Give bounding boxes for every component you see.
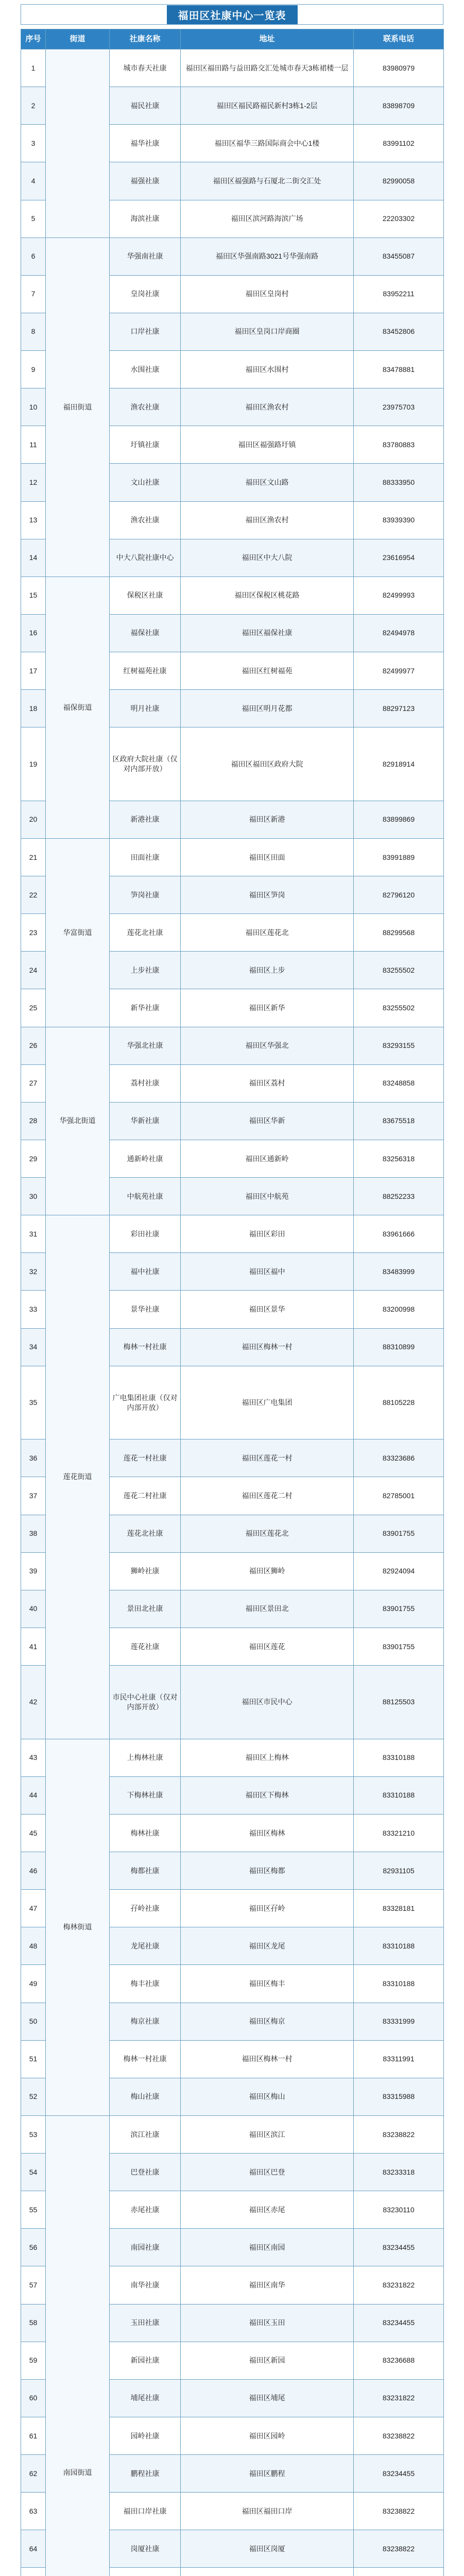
row-address: 福田区福强路与石厦北二街交汇处 <box>181 162 354 200</box>
table-row <box>21 1027 444 1064</box>
header-phone: 联系电话 <box>354 29 444 49</box>
row-index: 29 <box>21 1140 46 1177</box>
row-clinic-name: 城市春天社康 <box>110 49 181 87</box>
row-address: 福田区梅都 <box>181 1852 354 1890</box>
row-clinic-name: 莲花一村社康 <box>110 1439 181 1477</box>
row-clinic-name: 龙尾社康 <box>110 1927 181 1965</box>
row-phone: 82494978 <box>354 614 444 652</box>
row-index: 12 <box>21 464 46 501</box>
row-index: 9 <box>21 351 46 388</box>
row-clinic-name: 福保社康 <box>110 614 181 652</box>
row-clinic-name: 岗厦社康 <box>110 2530 181 2568</box>
row-index: 28 <box>21 1102 46 1140</box>
row-index: 48 <box>21 1927 46 1965</box>
title-banner <box>21 4 443 25</box>
row-address: 福田区皇岗村 <box>181 275 354 313</box>
row-index: 1 <box>21 49 46 87</box>
row-address: 福田区皇岗口岸商圈 <box>181 313 354 350</box>
row-address: 福田区福民路福民新村3栋1-2层 <box>181 87 354 125</box>
row-phone: 83255502 <box>354 989 444 1027</box>
row-address: 福田区梅山 <box>181 2078 354 2115</box>
table-row <box>21 577 444 614</box>
table-row <box>21 49 444 87</box>
row-index: 22 <box>21 876 46 914</box>
row-index: 26 <box>21 1027 46 1064</box>
row-index: 19 <box>21 727 46 801</box>
header-address: 地址 <box>181 29 354 49</box>
row-address: 福田区文山路 <box>181 464 354 501</box>
row-phone: 83238822 <box>354 2417 444 2454</box>
row-index: 17 <box>21 652 46 690</box>
row-clinic-name: 圩镇社康 <box>110 426 181 464</box>
row-clinic-name: 福强社康 <box>110 162 181 200</box>
row-clinic-name: 梅林一村社康 <box>110 1328 181 1366</box>
row-index: 14 <box>21 539 46 577</box>
row-index: 55 <box>21 2191 46 2229</box>
row-address: 福田区新园 <box>181 2342 354 2379</box>
row-index: 4 <box>21 162 46 200</box>
row-clinic-name: 彩田社康 <box>110 1215 181 1253</box>
row-clinic-name: 红树福苑社康 <box>110 652 181 690</box>
row-index: 37 <box>21 1477 46 1515</box>
row-phone: 83310188 <box>354 1965 444 2003</box>
row-phone: 83310188 <box>354 1927 444 1965</box>
row-index: 59 <box>21 2342 46 2379</box>
row-clinic-name <box>110 2568 181 2576</box>
row-clinic-name: 梅林一村社康 <box>110 2040 181 2078</box>
row-clinic-name: 上步社康 <box>110 952 181 989</box>
row-address: 福田区福田路与益田路交汇处城市春天3栋裙楼一层 <box>181 49 354 87</box>
row-index: 54 <box>21 2154 46 2191</box>
row-address: 福田区孖岭 <box>181 1890 354 1927</box>
row-address: 福田区上梅林 <box>181 1739 354 1776</box>
row-clinic-name: 上梅林社康 <box>110 1739 181 1776</box>
row-index: 30 <box>21 1178 46 1215</box>
row-index: 43 <box>21 1739 46 1776</box>
row-address: 福田区华强北 <box>181 1027 354 1064</box>
row-address: 福田区滨江 <box>181 2115 354 2153</box>
row-street: 华强北街道 <box>46 1027 110 1215</box>
row-clinic-name: 保税区社康 <box>110 577 181 614</box>
row-address: 福田区福保社康 <box>181 614 354 652</box>
row-clinic-name: 南华社康 <box>110 2266 181 2304</box>
row-address: 福田区福田区政府大院 <box>181 727 354 801</box>
row-phone: 83952211 <box>354 275 444 313</box>
row-phone: 83310188 <box>354 1739 444 1776</box>
row-phone: 83901755 <box>354 1590 444 1628</box>
row-street: 福田街道 <box>46 238 110 577</box>
row-phone: 83233318 <box>354 2154 444 2191</box>
row-phone: 83980979 <box>354 49 444 87</box>
row-index: 38 <box>21 1515 46 1552</box>
row-clinic-name: 梅京社康 <box>110 2003 181 2040</box>
row-clinic-name: 笋岗社康 <box>110 876 181 914</box>
row-clinic-name: 华新社康 <box>110 1102 181 1140</box>
row-phone: 83231822 <box>354 2266 444 2304</box>
row-phone: 82931105 <box>354 1852 444 1890</box>
row-clinic-name: 莲花社康 <box>110 1628 181 1665</box>
row-phone: 83200998 <box>354 1291 444 1328</box>
row-clinic-name: 孖岭社康 <box>110 1890 181 1927</box>
row-index: 58 <box>21 2304 46 2342</box>
row-phone: 83321210 <box>354 1814 444 1852</box>
row-phone: 83780883 <box>354 426 444 464</box>
row-index: 42 <box>21 1666 46 1739</box>
row-index: 5 <box>21 200 46 238</box>
row-phone: 83236688 <box>354 2342 444 2379</box>
row-index: 56 <box>21 2229 46 2266</box>
row-index: 33 <box>21 1291 46 1328</box>
row-index: 23 <box>21 914 46 952</box>
row-clinic-name: 水围社康 <box>110 351 181 388</box>
clinic-table <box>21 29 444 2576</box>
row-phone: 82990058 <box>354 162 444 200</box>
row-index: 49 <box>21 1965 46 2003</box>
row-address: 福田区中航苑 <box>181 1178 354 1215</box>
row-phone: 83238822 <box>354 2115 444 2153</box>
table-row <box>21 838 444 876</box>
row-phone: 83238822 <box>354 2530 444 2568</box>
row-index: 47 <box>21 1890 46 1927</box>
row-clinic-name: 田面社康 <box>110 838 181 876</box>
row-street: 福保街道 <box>46 577 110 838</box>
row-phone: 83455087 <box>354 238 444 275</box>
row-phone: 22203302 <box>354 200 444 238</box>
row-phone: 83231822 <box>354 2379 444 2417</box>
table-row <box>21 2115 444 2153</box>
row-index: 16 <box>21 614 46 652</box>
row-index: 27 <box>21 1064 46 1102</box>
row-phone: 83901755 <box>354 1515 444 1552</box>
row-index: 2 <box>21 87 46 125</box>
row-address: 福田区巴登 <box>181 2154 354 2191</box>
row-street: 南园街道 <box>46 2115 110 2576</box>
row-address: 福田区新港 <box>181 801 354 838</box>
table-row <box>21 238 444 275</box>
row-index: 40 <box>21 1590 46 1628</box>
row-address: 福田区岗厦 <box>181 2530 354 2568</box>
row-address: 福田区梅林一村 <box>181 1328 354 1366</box>
row-address: 福田区明月花都 <box>181 690 354 727</box>
row-index: 44 <box>21 1776 46 1814</box>
row-index: 8 <box>21 313 46 350</box>
row-phone: 82924094 <box>354 1552 444 1590</box>
row-clinic-name: 口岸社康 <box>110 313 181 350</box>
row-phone: 88310899 <box>354 1328 444 1366</box>
row-address: 福田区广电集团 <box>181 1366 354 1439</box>
row-clinic-name: 下梅林社康 <box>110 1776 181 1814</box>
row-phone: 88333950 <box>354 464 444 501</box>
row-phone: 83255502 <box>354 952 444 989</box>
row-address: 福田区福华三路国际商会中心1楼 <box>181 125 354 162</box>
row-phone: 83315988 <box>354 2078 444 2115</box>
row-phone: 83234455 <box>354 2304 444 2342</box>
row-address: 福田区笋岗 <box>181 876 354 914</box>
row-address <box>181 2568 354 2576</box>
row-clinic-name: 海滨社康 <box>110 200 181 238</box>
row-street: 华富街道 <box>46 838 110 1027</box>
row-index: 51 <box>21 2040 46 2078</box>
row-clinic-name: 华强北社康 <box>110 1027 181 1064</box>
row-clinic-name: 皇岗社康 <box>110 275 181 313</box>
table-row <box>21 1739 444 1776</box>
row-street <box>46 49 110 238</box>
row-index: 3 <box>21 125 46 162</box>
row-address: 福田区水围村 <box>181 351 354 388</box>
row-index: 10 <box>21 388 46 426</box>
row-clinic-name: 南园社康 <box>110 2229 181 2266</box>
row-clinic-name: 景田北社康 <box>110 1590 181 1628</box>
row-phone: 82499993 <box>354 577 444 614</box>
row-index: 64 <box>21 2530 46 2568</box>
row-clinic-name: 狮岭社康 <box>110 1552 181 1590</box>
row-phone: 88297123 <box>354 690 444 727</box>
row-address: 福田区中大八院 <box>181 539 354 577</box>
row-clinic-name: 莲花二村社康 <box>110 1477 181 1515</box>
row-index: 21 <box>21 838 46 876</box>
table-row <box>21 1215 444 1253</box>
row-address: 福田区通新岭 <box>181 1140 354 1177</box>
row-phone: 83483999 <box>354 1253 444 1291</box>
row-index: 11 <box>21 426 46 464</box>
row-index: 34 <box>21 1328 46 1366</box>
row-clinic-name: 梅都社康 <box>110 1852 181 1890</box>
row-clinic-name: 莲花北社康 <box>110 914 181 952</box>
header-index: 序号 <box>21 29 46 49</box>
row-phone: 83991889 <box>354 838 444 876</box>
row-phone: 83311991 <box>354 2040 444 2078</box>
row-index: 63 <box>21 2493 46 2530</box>
row-address: 福田区鹏程 <box>181 2455 354 2493</box>
row-index: 20 <box>21 801 46 838</box>
row-clinic-name: 新华社康 <box>110 989 181 1027</box>
row-phone: 83901755 <box>354 1628 444 1665</box>
row-clinic-name: 赤尾社康 <box>110 2191 181 2229</box>
row-phone: 83675518 <box>354 1102 444 1140</box>
row-clinic-name: 荔村社康 <box>110 1064 181 1102</box>
row-clinic-name: 中航苑社康 <box>110 1178 181 1215</box>
row-clinic-name: 梅丰社康 <box>110 1965 181 2003</box>
clinic-table-wrapper <box>21 29 443 2576</box>
row-address: 福田区园岭 <box>181 2417 354 2454</box>
row-address: 福田区梅林 <box>181 1814 354 1852</box>
row-phone: 83961666 <box>354 1215 444 1253</box>
row-index: 41 <box>21 1628 46 1665</box>
row-phone: 82918914 <box>354 727 444 801</box>
row-index: 6 <box>21 238 46 275</box>
row-phone: 83238822 <box>354 2493 444 2530</box>
row-address: 福田区渔农村 <box>181 388 354 426</box>
row-address: 福田区龙尾 <box>181 1927 354 1965</box>
row-address: 福田区福强路圩镇 <box>181 426 354 464</box>
row-clinic-name: 区政府大院社康（仅对内部开放） <box>110 727 181 801</box>
row-clinic-name: 埔尾社康 <box>110 2379 181 2417</box>
row-phone: 83256318 <box>354 1140 444 1177</box>
row-index: 35 <box>21 1366 46 1439</box>
row-address: 福田区福田口岸 <box>181 2493 354 2530</box>
row-clinic-name: 玉田社康 <box>110 2304 181 2342</box>
row-index: 25 <box>21 989 46 1027</box>
row-phone: 83293155 <box>354 1027 444 1064</box>
row-clinic-name: 新港社康 <box>110 801 181 838</box>
row-index: 46 <box>21 1852 46 1890</box>
row-address: 福田区景华 <box>181 1291 354 1328</box>
row-index: 13 <box>21 501 46 539</box>
row-phone: 83452806 <box>354 313 444 350</box>
row-street: 莲花街道 <box>46 1215 110 1739</box>
row-address: 福田区莲花二村 <box>181 1477 354 1515</box>
row-address: 福田区彩田 <box>181 1215 354 1253</box>
row-address: 福田区埔尾 <box>181 2379 354 2417</box>
row-index: 45 <box>21 1814 46 1852</box>
row-street: 梅林街道 <box>46 1739 110 2115</box>
row-index: 50 <box>21 2003 46 2040</box>
row-clinic-name: 景华社康 <box>110 1291 181 1328</box>
row-index: 32 <box>21 1253 46 1291</box>
row-index: 62 <box>21 2455 46 2493</box>
row-phone: 82499977 <box>354 652 444 690</box>
row-clinic-name: 华强南社康 <box>110 238 181 275</box>
row-phone: 83898709 <box>354 87 444 125</box>
row-phone: 88125503 <box>354 1666 444 1739</box>
row-address: 福田区华强南路3021号华强南路 <box>181 238 354 275</box>
row-clinic-name: 渔农社康 <box>110 388 181 426</box>
row-index: 60 <box>21 2379 46 2417</box>
row-clinic-name: 莲花北社康 <box>110 1515 181 1552</box>
row-clinic-name: 巴登社康 <box>110 2154 181 2191</box>
row-index: 39 <box>21 1552 46 1590</box>
row-address: 福田区莲花一村 <box>181 1439 354 1477</box>
row-index: 52 <box>21 2078 46 2115</box>
row-clinic-name: 广电集团社康（仅对内部开放） <box>110 1366 181 1439</box>
row-address: 福田区景田北 <box>181 1590 354 1628</box>
row-phone: 83323686 <box>354 1439 444 1477</box>
row-phone: 83230110 <box>354 2191 444 2229</box>
header-street: 街道 <box>46 29 110 49</box>
row-phone: 83234455 <box>354 2229 444 2266</box>
row-clinic-name: 鹏程社康 <box>110 2455 181 2493</box>
row-phone <box>354 2568 444 2576</box>
row-address: 福田区南园 <box>181 2229 354 2266</box>
row-index: 36 <box>21 1439 46 1477</box>
row-address: 福田区梅林一村 <box>181 2040 354 2078</box>
row-phone: 88105228 <box>354 1366 444 1439</box>
row-address: 福田区市民中心 <box>181 1666 354 1739</box>
row-clinic-name: 中大八院社康中心 <box>110 539 181 577</box>
row-phone: 83478881 <box>354 351 444 388</box>
row-phone: 83328181 <box>354 1890 444 1927</box>
row-address: 福田区滨河路海滨广场 <box>181 200 354 238</box>
row-phone: 83899869 <box>354 801 444 838</box>
row-index: 61 <box>21 2417 46 2454</box>
row-address: 福田区上步 <box>181 952 354 989</box>
row-phone: 23975703 <box>354 388 444 426</box>
row-clinic-name: 梅山社康 <box>110 2078 181 2115</box>
row-address: 福田区南华 <box>181 2266 354 2304</box>
row-phone: 82785001 <box>354 1477 444 1515</box>
row-phone: 83939390 <box>354 501 444 539</box>
row-address: 福田区梅丰 <box>181 1965 354 2003</box>
row-address: 福田区华新 <box>181 1102 354 1140</box>
row-clinic-name: 通新岭社康 <box>110 1140 181 1177</box>
row-index: 18 <box>21 690 46 727</box>
row-address: 福田区赤尾 <box>181 2191 354 2229</box>
row-index: 53 <box>21 2115 46 2153</box>
row-address: 福田区红树福苑 <box>181 652 354 690</box>
row-phone: 83248858 <box>354 1064 444 1102</box>
row-clinic-name: 福中社康 <box>110 1253 181 1291</box>
row-clinic-name: 文山社康 <box>110 464 181 501</box>
row-clinic-name: 梅林社康 <box>110 1814 181 1852</box>
row-index <box>21 2568 46 2576</box>
row-address: 福田区保税区桃花路 <box>181 577 354 614</box>
row-phone: 83310188 <box>354 1776 444 1814</box>
row-address: 福田区玉田 <box>181 2304 354 2342</box>
row-index: 7 <box>21 275 46 313</box>
row-index: 57 <box>21 2266 46 2304</box>
row-address: 福田区福中 <box>181 1253 354 1291</box>
row-phone: 83331999 <box>354 2003 444 2040</box>
table-body <box>21 49 444 2576</box>
row-address: 福田区荔村 <box>181 1064 354 1102</box>
row-address: 福田区莲花北 <box>181 914 354 952</box>
row-address: 福田区梅京 <box>181 2003 354 2040</box>
row-clinic-name: 福华社康 <box>110 125 181 162</box>
row-clinic-name: 福民社康 <box>110 87 181 125</box>
row-phone: 88299568 <box>354 914 444 952</box>
row-address: 福田区新华 <box>181 989 354 1027</box>
row-clinic-name: 滨江社康 <box>110 2115 181 2153</box>
row-index: 31 <box>21 1215 46 1253</box>
row-clinic-name: 明月社康 <box>110 690 181 727</box>
row-address: 福田区莲花北 <box>181 1515 354 1552</box>
row-phone: 88252233 <box>354 1178 444 1215</box>
row-address: 福田区莲花 <box>181 1628 354 1665</box>
row-index: 24 <box>21 952 46 989</box>
row-phone: 82796120 <box>354 876 444 914</box>
table-header-row <box>21 29 444 49</box>
row-clinic-name: 福田口岸社康 <box>110 2493 181 2530</box>
row-address: 福田区狮岭 <box>181 1552 354 1590</box>
row-index: 15 <box>21 577 46 614</box>
row-address: 福田区田面 <box>181 838 354 876</box>
header-name: 社康名称 <box>110 29 181 49</box>
row-phone: 23616954 <box>354 539 444 577</box>
row-address: 福田区渔农村 <box>181 501 354 539</box>
row-phone: 83234455 <box>354 2455 444 2493</box>
row-clinic-name: 市民中心社康（仅对内部开放） <box>110 1666 181 1739</box>
page-title: 福田区社康中心一览表 <box>167 5 298 24</box>
row-address: 福田区下梅林 <box>181 1776 354 1814</box>
row-clinic-name: 渔农社康 <box>110 501 181 539</box>
row-clinic-name: 新园社康 <box>110 2342 181 2379</box>
row-phone: 83991102 <box>354 125 444 162</box>
row-clinic-name: 园岭社康 <box>110 2417 181 2454</box>
